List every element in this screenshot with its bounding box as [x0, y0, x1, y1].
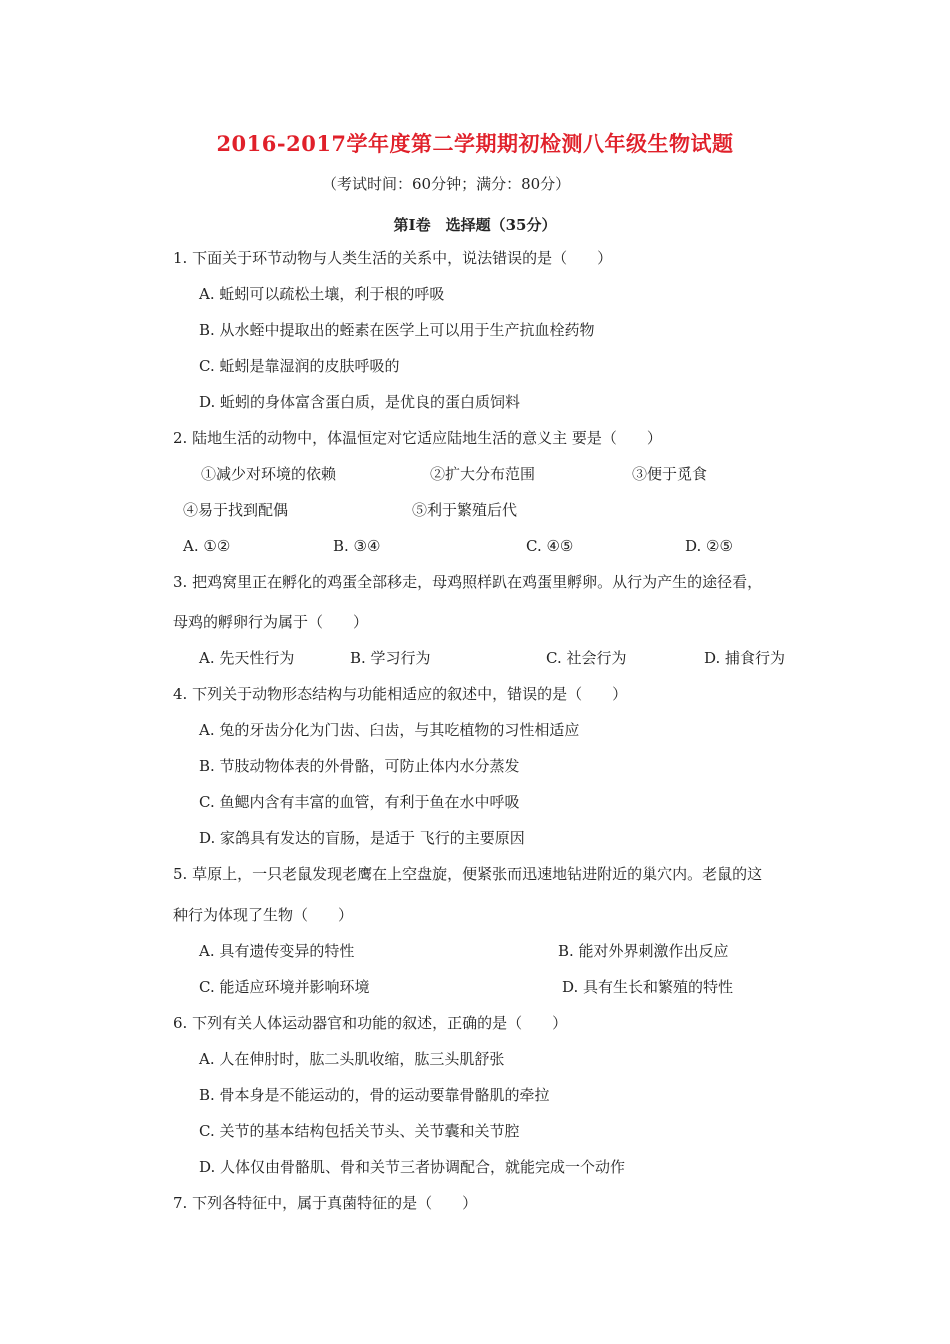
- section-heading: 第Ⅰ卷 选择题（35分）: [393, 216, 557, 234]
- question-4-option-b: B. 节肢动物体表的外骨骼，可防止体内水分蒸发: [199, 757, 520, 775]
- question-5-option-d: D. 具有生长和繁殖的特性: [562, 978, 734, 996]
- question-6-option-a: A. 人在伸肘时，肱二头肌收缩，肱三头肌舒张: [199, 1050, 505, 1068]
- question-2-option-a: A. ①②: [183, 537, 231, 555]
- question-7-stem: 7. 下列各特征中，属于真菌特征的是（ ）: [173, 1194, 478, 1212]
- question-2-item-1: ①减少对环境的依赖: [201, 465, 337, 483]
- question-4-option-a: A. 兔的牙齿分化为门齿、臼齿，与其吃植物的习性相适应: [199, 721, 580, 739]
- question-2-option-c: C. ④⑤: [526, 537, 574, 555]
- question-3-stem-line-2: 母鸡的孵卵行为属于（ ）: [173, 613, 369, 631]
- question-1-option-a: A. 蚯蚓可以疏松土壤，利于根的呼吸: [199, 285, 445, 303]
- question-1-option-c: C. 蚯蚓是靠湿润的皮肤呼吸的: [199, 357, 400, 375]
- question-2-item-3: ③便于觅食: [632, 465, 708, 483]
- question-1-option-b: B. 从水蛭中提取出的蛭素在医学上可以用于生产抗血栓药物: [199, 321, 595, 339]
- question-6-option-b: B. 骨本身是不能运动的，骨的运动要靠骨骼肌的牵拉: [199, 1086, 550, 1104]
- exam-subtitle: （考试时间：60分钟；满分：80分）: [322, 175, 571, 193]
- question-4-stem: 4. 下列关于动物形态结构与功能相适应的叙述中，错误的是（ ）: [173, 685, 628, 703]
- question-4-option-d: D. 家鸽具有发达的盲肠，是适于 飞行的主要原因: [199, 829, 525, 847]
- question-6-option-c: C. 关节的基本结构包括关节头、关节囊和关节腔: [199, 1122, 520, 1140]
- question-5-stem-line-2: 种行为体现了生物（ ）: [173, 906, 354, 924]
- question-3-stem-line-1: 3. 把鸡窝里正在孵化的鸡蛋全部移走，母鸡照样趴在鸡蛋里孵卵。从行为产生的途径看，: [173, 573, 763, 591]
- question-2-item-5: ⑤利于繁殖后代: [412, 501, 518, 519]
- question-3-option-d: D. 捕食行为: [704, 649, 786, 667]
- question-2-option-d: D. ②⑤: [685, 537, 733, 555]
- question-2-item-2: ②扩大分布范围: [430, 465, 536, 483]
- question-5-option-a: A. 具有遗传变异的特性: [199, 942, 355, 960]
- question-5-option-b: B. 能对外界刺激作出反应: [558, 942, 729, 960]
- question-1-option-d: D. 蚯蚓的身体富含蛋白质，是优良的蛋白质饲料: [199, 393, 521, 411]
- question-6-option-d: D. 人体仅由骨骼肌、骨和关节三者协调配合，就能完成一个动作: [199, 1158, 626, 1176]
- question-4-option-c: C. 鱼鳃内含有丰富的血管，有利于鱼在水中呼吸: [199, 793, 520, 811]
- exam-title: 2016-2017学年度第二学期期初检测八年级生物试题: [216, 131, 734, 156]
- question-2-item-4: ④易于找到配偶: [183, 501, 289, 519]
- question-5-option-c: C. 能适应环境并影响环境: [199, 978, 370, 996]
- question-6-stem: 6. 下列有关人体运动器官和功能的叙述，正确的是（ ）: [173, 1014, 568, 1032]
- question-5-stem-line-1: 5. 草原上，一只老鼠发现老鹰在上空盘旋，便紧张而迅速地钻进附近的巢穴内。老鼠的这: [173, 865, 763, 883]
- question-3-option-a: A. 先天性行为: [199, 649, 295, 667]
- question-3-option-b: B. 学习行为: [350, 649, 431, 667]
- question-1-stem: 1. 下面关于环节动物与人类生活的关系中，说法错误的是（ ）: [173, 249, 613, 267]
- question-3-option-c: C. 社会行为: [546, 649, 627, 667]
- question-2-stem: 2. 陆地生活的动物中，体温恒定对它适应陆地生活的意义主 要是（ ）: [173, 429, 662, 447]
- question-2-option-b: B. ③④: [333, 537, 381, 555]
